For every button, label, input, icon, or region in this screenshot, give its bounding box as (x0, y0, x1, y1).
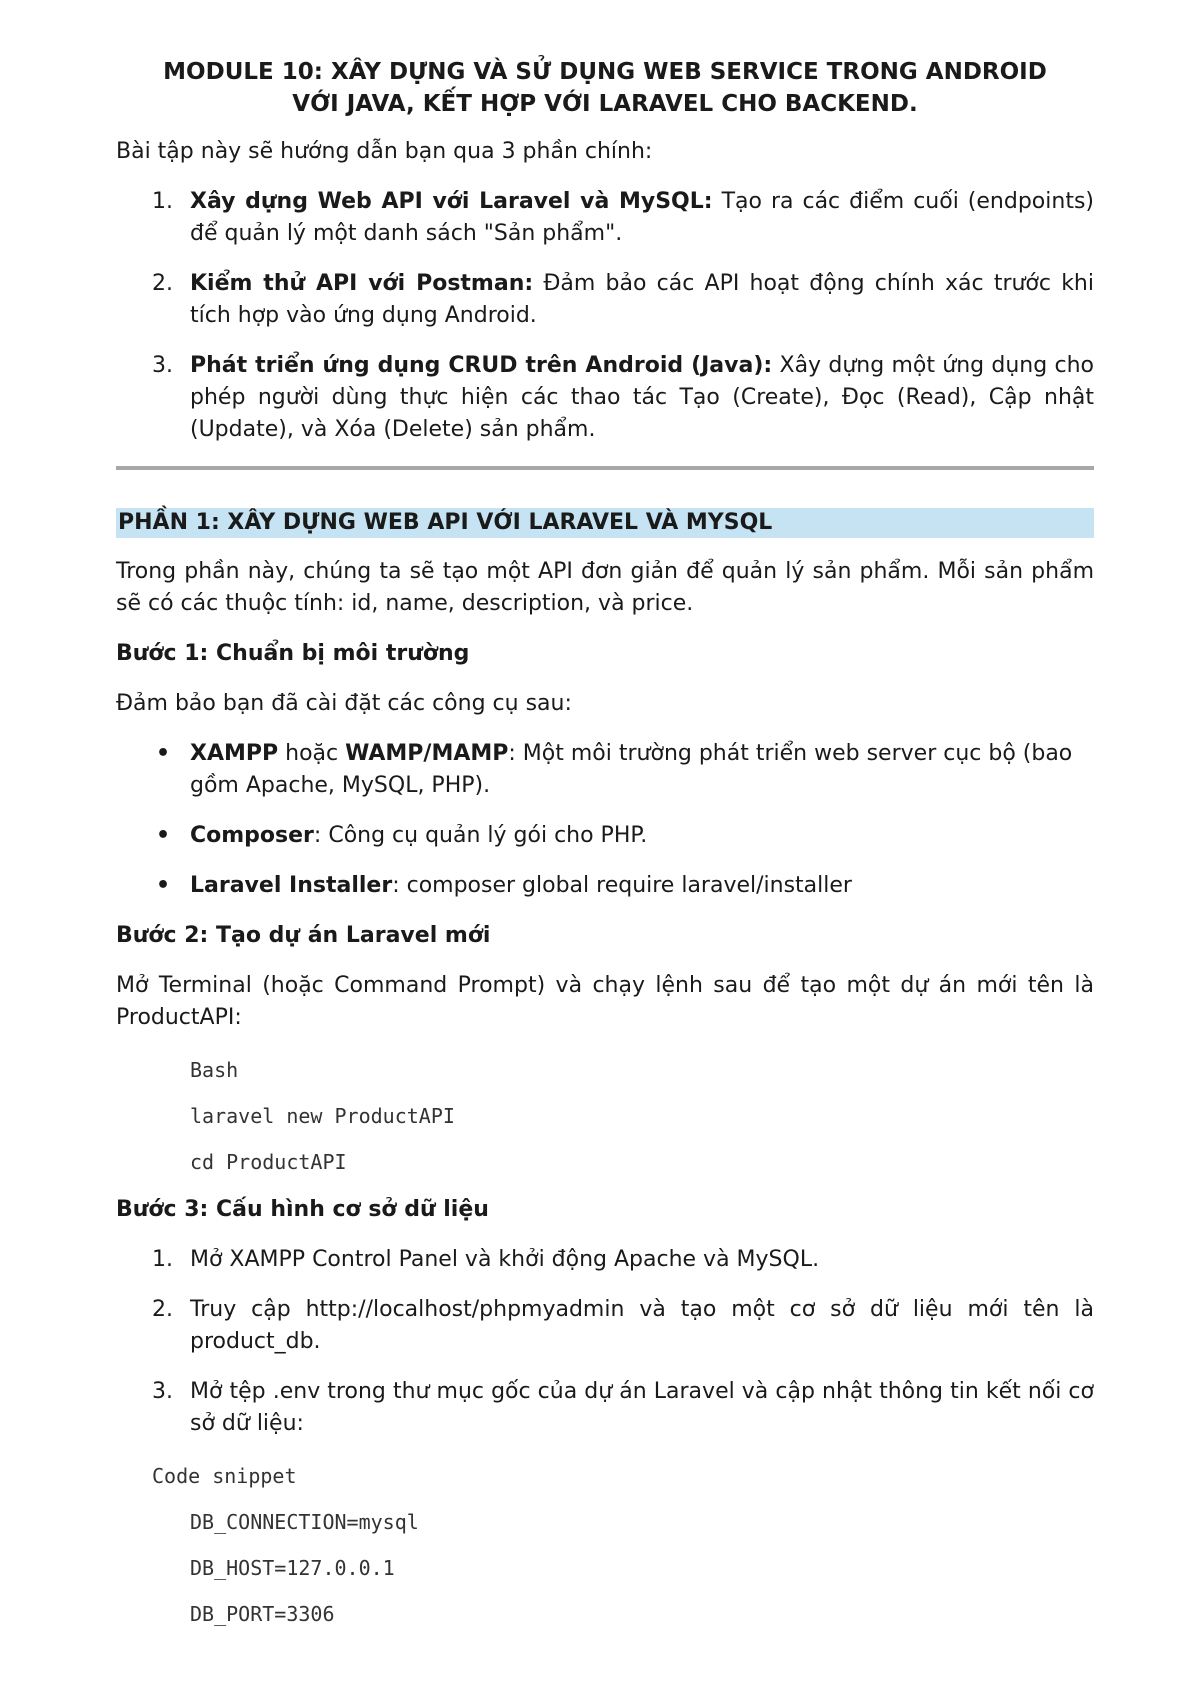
tool-name: Laravel Installer (190, 873, 393, 898)
section-heading: PHẦN 1: XÂY DỰNG WEB API VỚI LARAVEL VÀ MYSQL (116, 508, 1094, 538)
step-1-title: Bước 1: Chuẩn bị môi trường (116, 641, 470, 666)
tools-list (116, 738, 1094, 902)
tool-description: : Một môi trường phát triển web server cục bộ (bao gồm Apache, MySQL, PHP). (190, 741, 1073, 798)
bullet-icon: • (156, 741, 171, 766)
list-item-text: Tạo ra các điểm cuối (endpoints) để quản lý một danh sách "Sản phẩm". (190, 189, 1094, 246)
step-3-title: Bước 3: Cấu hình cơ sở dữ liệu (116, 1197, 489, 1222)
tool-name: XAMPP (190, 741, 279, 766)
tool-description: : composer global require laravel/installer (392, 873, 852, 898)
parts-list (116, 186, 1094, 446)
section-intro: Trong phần này, chúng ta sẽ tạo một API đơn giản để quản lý sản phẩm. Mỗi sản phẩm sẽ có các thuộc tính: id, name, description, và price. (116, 559, 1094, 616)
list-number: 2. (152, 1297, 173, 1322)
db-steps-list (116, 1244, 1094, 1440)
tool-connector: hoặc (278, 741, 346, 766)
code-line: DB_CONNECTION=mysql (190, 1510, 419, 1534)
list-item (116, 738, 1094, 802)
list-item (116, 1376, 1094, 1440)
document-title (116, 56, 1094, 120)
document-page (116, 56, 1094, 1628)
tool-description: : Công cụ quản lý gói cho PHP. (313, 823, 648, 848)
bullet-icon: • (156, 873, 171, 898)
bullet-icon: • (156, 823, 171, 848)
list-item (116, 350, 1094, 446)
step-2-intro: Mở Terminal (hoặc Command Prompt) và chạy lệnh sau để tạo một dự án mới tên là ProductAPI: (116, 973, 1094, 1030)
list-item-text: Đảm bảo các API hoạt động chính xác trước khi tích hợp vào ứng dụng Android. (190, 271, 1094, 328)
code-line: cd ProductAPI (190, 1150, 347, 1174)
list-item-text: Xây dựng một ứng dụng cho phép người dùng thực hiện các thao tác Tạo (Create), Đọc (Read), Cập nhật (Update), và Xóa (Delete) sản phẩm. (190, 353, 1095, 442)
list-number: 2. (152, 271, 173, 296)
tool-name: Composer (190, 823, 314, 848)
step-1-intro: Đảm bảo bạn đã cài đặt các công cụ sau: (116, 691, 572, 716)
code-language-label: Bash (190, 1058, 239, 1082)
list-item-bold: Kiểm thử API với Postman: (190, 271, 534, 296)
code-line: DB_PORT=3306 (190, 1602, 335, 1626)
horizontal-divider (116, 466, 1094, 470)
tool-name-alt: WAMP/MAMP (345, 741, 509, 766)
step-2-title: Bước 2: Tạo dự án Laravel mới (116, 923, 491, 948)
list-item-text: Mở XAMPP Control Panel và khởi động Apache và MySQL. (190, 1247, 820, 1272)
code-language-label: Code snippet (152, 1464, 297, 1488)
code-line: laravel new ProductAPI (190, 1104, 455, 1128)
list-item (116, 870, 1094, 902)
title-line-2: VỚI JAVA, KẾT HỢP VỚI LARAVEL CHO BACKEND. (292, 91, 918, 117)
list-item (116, 268, 1094, 332)
list-item-bold: Xây dựng Web API với Laravel và MySQL: (190, 189, 713, 214)
intro-text: Bài tập này sẽ hướng dẫn bạn qua 3 phần chính: (116, 139, 653, 164)
list-item (116, 186, 1094, 250)
list-item-bold: Phát triển ứng dụng CRUD trên Android (Java): (190, 353, 773, 378)
list-item (116, 820, 1094, 852)
list-number: 3. (152, 1379, 173, 1404)
list-item-text: Truy cập http://localhost/phpmyadmin và tạo một cơ sở dữ liệu mới tên là product_db. (190, 1297, 1094, 1354)
list-item (116, 1244, 1094, 1276)
list-number: 3. (152, 353, 173, 378)
list-number: 1. (152, 189, 173, 214)
code-line: DB_HOST=127.0.0.1 (190, 1556, 395, 1580)
list-number: 1. (152, 1247, 173, 1272)
list-item-text: Mở tệp .env trong thư mục gốc của dự án Laravel và cập nhật thông tin kết nối cơ sở dữ liệu: (190, 1379, 1094, 1436)
title-line-1: MODULE 10: XÂY DỰNG VÀ SỬ DỤNG WEB SERVICE TRONG ANDROID (163, 59, 1047, 85)
list-item (116, 1294, 1094, 1358)
